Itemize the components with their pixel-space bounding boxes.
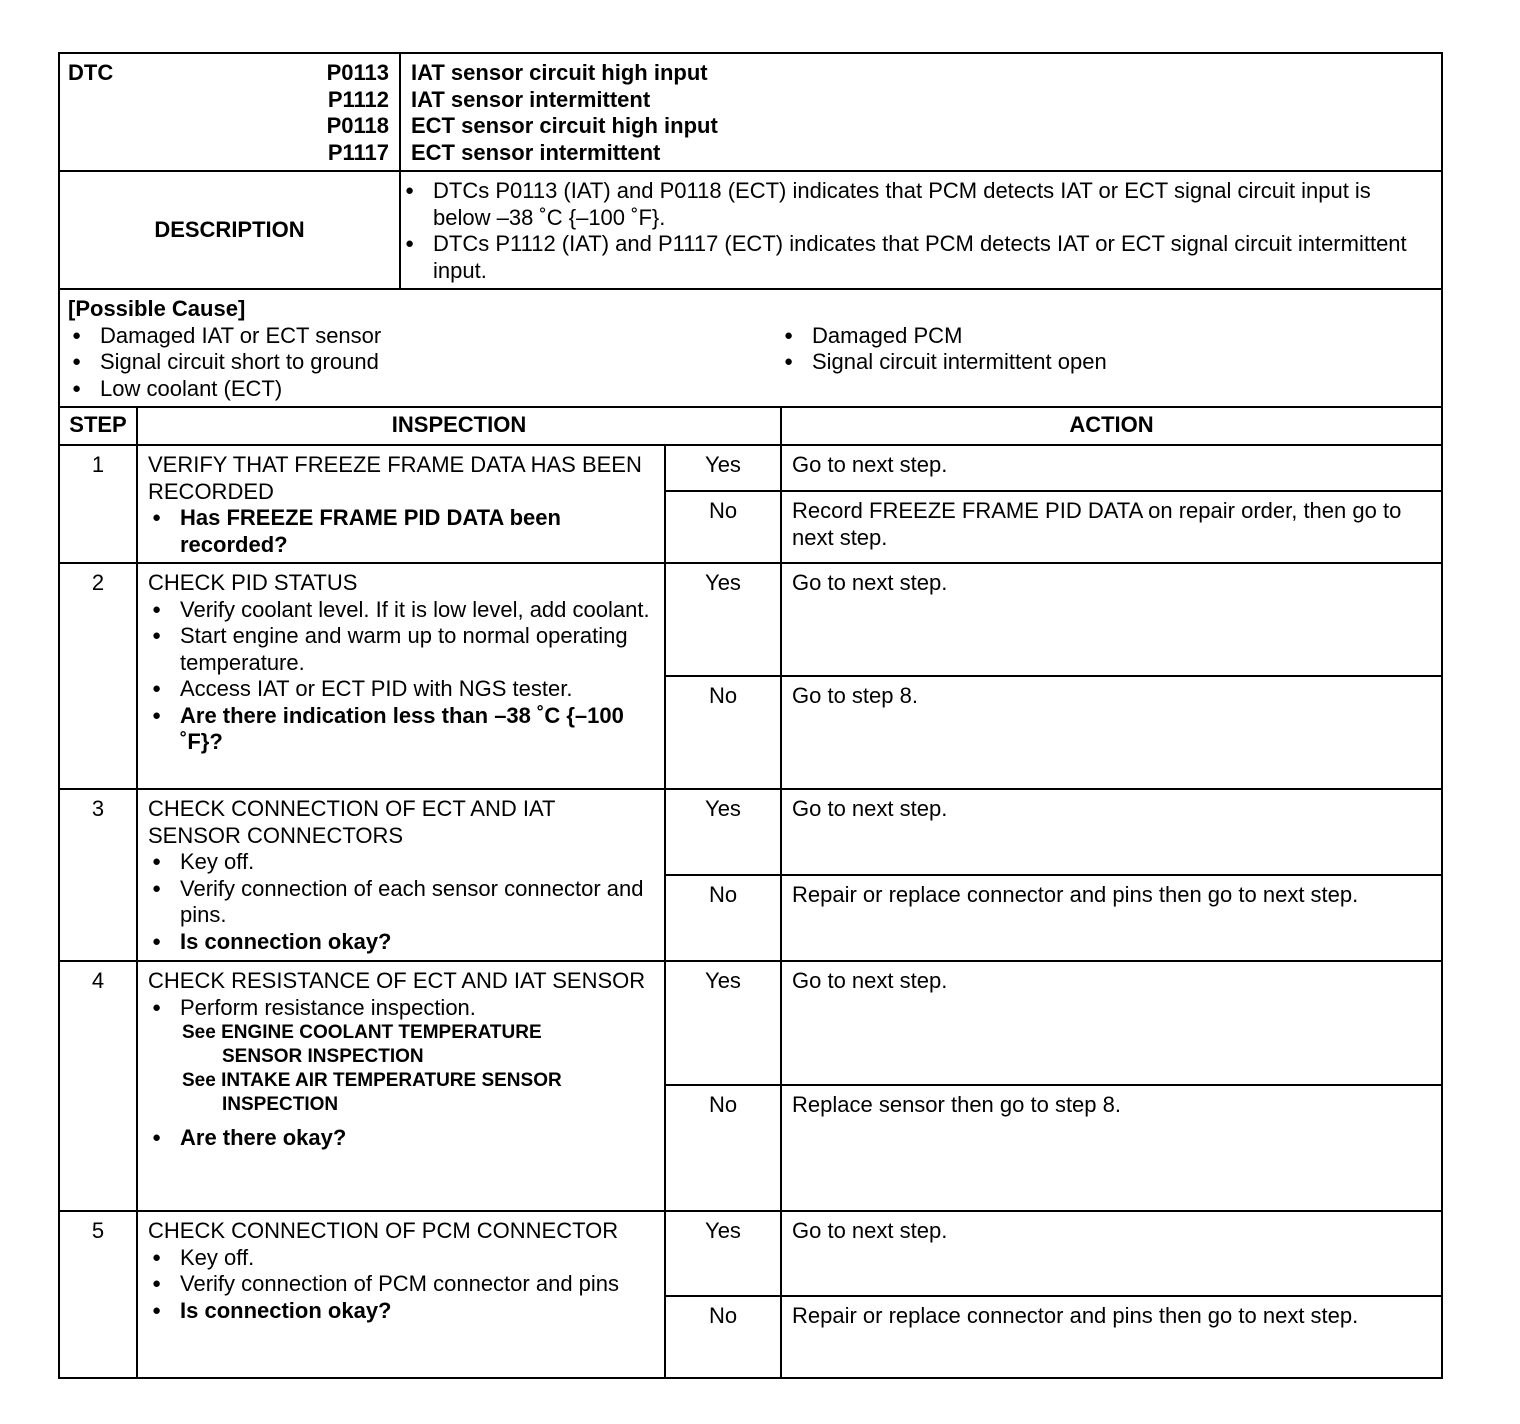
cause-item: ● Damaged PCM [780,323,1107,350]
step-bullet: ● Key off. [148,849,654,876]
description-row [59,171,1442,289]
step-column-header: STEP [59,407,137,445]
step-bullet: ● Verify connection of each sensor connector and pins. [148,876,654,929]
step-number: 5 [59,1211,137,1378]
dtc-title: ECT sensor intermittent [411,139,661,165]
dtc-header-row [59,53,1442,171]
description-item: ● DTCs P1112 (IAT) and P1117 (ECT) indicates that PCM detects IAT or ECT signal circuit intermittent input. [401,231,1423,284]
no-label: No [665,1296,781,1378]
yes-action: Go to next step. [781,961,1442,1085]
step-title: CHECK PID STATUS [148,570,358,595]
step-title: CHECK CONNECTION OF PCM CONNECTOR [148,1218,619,1243]
see-reference [148,1021,654,1069]
dtc-title: IAT sensor circuit high input [411,60,708,85]
description-label-cell [59,171,400,289]
dtc-code-cell [59,53,400,171]
no-action: Repair or replace connector and pins then go to next step. [781,1296,1442,1378]
dtc-code: P0118 [326,113,389,138]
yes-action: Go to next step. [781,1211,1442,1296]
possible-cause-cell [59,289,1442,407]
no-label: No [665,491,781,563]
yes-label: Yes [665,789,781,875]
table-row [59,563,1442,676]
dtc-title: IAT sensor intermittent [411,86,651,112]
yes-action: Go to next step. [781,563,1442,676]
step-bullet: ● Access IAT or ECT PID with NGS tester. [148,676,654,703]
dtc-table [58,52,1443,1379]
cause-item: ● Signal circuit short to ground [68,349,780,376]
step-bullet: ● Verify connection of PCM connector and pins [148,1271,654,1298]
step-number: 2 [59,563,137,789]
cause-item: ● Damaged IAT or ECT sensor [68,323,780,350]
dtc-title: ECT sensor circuit high input [411,113,718,138]
see-prefix: See [182,1070,216,1091]
cause-item: ● Low coolant (ECT) [68,376,780,403]
possible-cause-row [59,289,1442,407]
inspection-cell [137,789,665,961]
step-question: ● Is connection okay? [148,1298,654,1325]
see-prefix: See [182,1022,216,1043]
yes-action: Go to next step. [781,789,1442,875]
yes-label: Yes [665,1211,781,1296]
step-number: 3 [59,789,137,961]
no-action: Record FREEZE FRAME PID DATA on repair order, then go to next step. [781,491,1442,563]
see-link[interactable]: SENSOR INSPECTION [222,1046,424,1067]
inspection-cell [137,1211,665,1378]
description-text-cell [400,171,1442,289]
yes-label: Yes [665,961,781,1085]
step-question: ● Are there indication less than –38 ˚C {–100 ˚F}? [148,703,654,756]
step-bullet: ● Perform resistance inspection. [148,995,654,1022]
step-number: 4 [59,961,137,1211]
step-question: ● Is connection okay? [148,929,654,956]
yes-label: Yes [665,445,781,491]
table-row [59,789,1442,875]
yes-action: Go to next step. [781,445,1442,491]
no-label: No [665,1085,781,1211]
step-bullet: ● Key off. [148,1245,654,1272]
possible-cause-label: [Possible Cause] [68,296,246,321]
cause-list-right [780,323,1107,403]
inspection-cell [137,961,665,1211]
table-row [59,1211,1442,1296]
see-reference [148,1069,654,1117]
see-link[interactable]: INTAKE AIR TEMPERATURE SENSOR [221,1070,562,1091]
no-action: Repair or replace connector and pins then go to next step. [781,875,1442,961]
dtc-label: DTC [68,60,114,85]
step-title: CHECK CONNECTION OF ECT AND IAT SENSOR CONNECTORS [148,796,556,848]
dtc-code: P1112 [327,86,389,112]
see-link[interactable]: INSPECTION [222,1094,339,1115]
no-action: Replace sensor then go to step 8. [781,1085,1442,1211]
inspection-column-header: INSPECTION [137,407,781,445]
step-bullet: ● Start engine and warm up to normal operating temperature. [148,623,654,676]
step-bullet: ● Verify coolant level. If it is low level, add coolant. [148,597,654,624]
dtc-code: P0113 [326,60,389,85]
cause-list-left [68,323,780,403]
dtc-title-cell [400,53,1442,171]
description-label: DESCRIPTION [154,216,305,242]
inspection-cell [137,563,665,789]
description-item: ● DTCs P0113 (IAT) and P0118 (ECT) indicates that PCM detects IAT or ECT signal circuit input is below –38 ˚C {–100 ˚F}. [401,178,1423,231]
table-row [59,445,1442,491]
no-label: No [665,875,781,961]
no-action: Go to step 8. [781,676,1442,789]
yes-label: Yes [665,563,781,676]
inspection-cell [137,445,665,563]
step-title: CHECK RESISTANCE OF ECT AND IAT SENSOR [148,968,646,993]
no-label: No [665,676,781,789]
step-title: VERIFY THAT FREEZE FRAME DATA HAS BEEN RECORDED [148,452,642,504]
see-link[interactable]: ENGINE COOLANT TEMPERATURE [221,1022,542,1043]
step-question: ● Are there okay? [148,1125,654,1152]
action-column-header: ACTION [781,407,1442,445]
diagnostic-document [58,52,1441,1379]
cause-item: ● Signal circuit intermittent open [780,349,1107,376]
step-number: 1 [59,445,137,563]
dtc-code: P1117 [327,139,389,165]
column-header-row [59,407,1442,445]
step-question: ● Has FREEZE FRAME PID DATA been recorded? [148,505,654,558]
table-row [59,961,1442,1085]
